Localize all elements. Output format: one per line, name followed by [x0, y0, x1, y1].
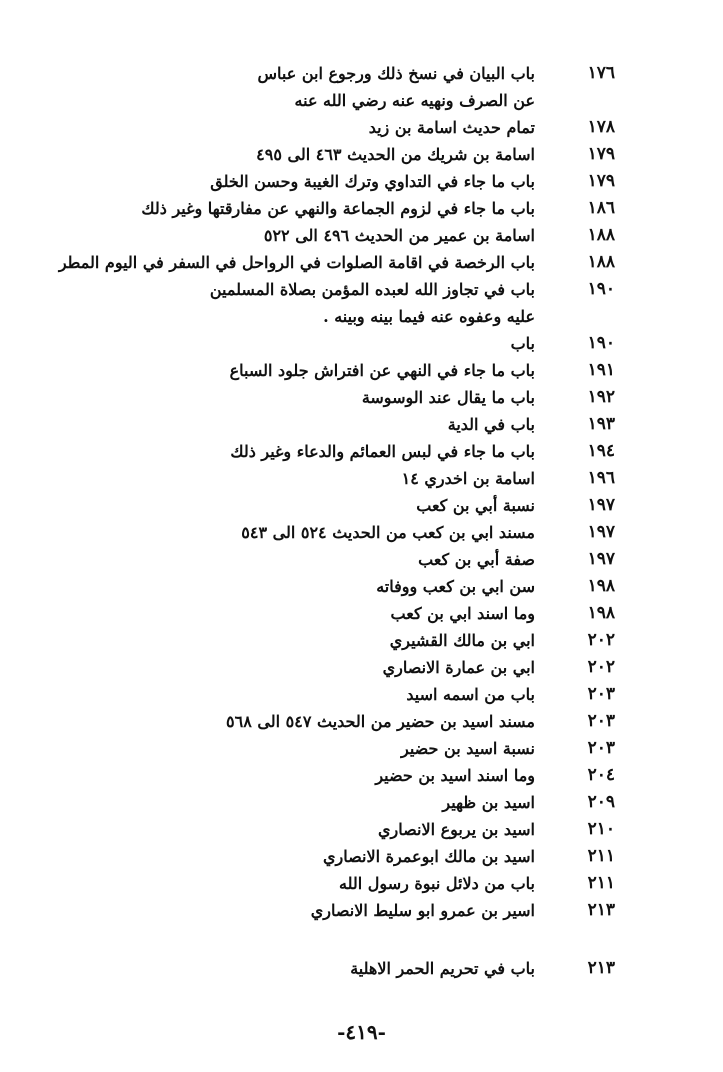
page-ref-number: ٢٠٤ [587, 765, 615, 785]
contents-row [0, 762, 723, 789]
page-ref-number: ١٩٣ [587, 414, 615, 434]
page-ref-number: ١٩٧ [587, 495, 615, 515]
entry-title: نسبة أبي بن كعب [416, 496, 535, 515]
page-ref-number: ١٩١ [587, 360, 615, 380]
page-ref-number: ١٩٢ [587, 387, 615, 407]
page-ref-number: ٢٠٢ [587, 657, 615, 677]
contents-row [0, 168, 723, 195]
contents-row [0, 276, 723, 303]
page-ref-number: ١٨٨ [587, 252, 615, 272]
entry-title: اسيد بن يربوع الانصاري [378, 820, 535, 839]
entry-title: باب في تحريم الحمر الاهلية [350, 959, 535, 978]
entry-title: باب ما جاء في لزوم الجماعة والنهي عن مفارقتها وغير ذلك [141, 199, 535, 218]
contents-row [0, 843, 723, 870]
page-ref-number: ٢١٠ [587, 819, 615, 839]
entry-title: باب البيان في نسخ ذلك ورجوع ابن عباس [257, 64, 535, 83]
page-number: -٤١٩- [337, 1020, 386, 1044]
entry-title: باب في الدية [447, 415, 535, 434]
page-ref-number: ٢٠٣ [587, 738, 615, 758]
entry-title: باب ما جاء في لبس العمائم والدعاء وغير ذلك [230, 442, 535, 461]
contents-row [0, 330, 723, 357]
entry-title: باب [510, 334, 535, 353]
page-ref-number: ١٧٦ [587, 63, 615, 83]
page-ref-number: ١٨٨ [587, 225, 615, 245]
contents-row [0, 384, 723, 411]
contents-row [0, 681, 723, 708]
page-ref-number: ١٩٧ [587, 549, 615, 569]
entry-title: باب في تجاوز الله لعبده المؤمن بصلاة المسلمين [209, 280, 535, 299]
contents-row [0, 870, 723, 897]
entry-title: عليه وعفوه عنه فيما بينه وبينه . [323, 307, 535, 326]
entry-title: باب ما جاء في النهي عن افتراش جلود السباع [229, 361, 535, 380]
contents-row [0, 789, 723, 816]
entry-title: تمام حديث اسامة بن زيد [368, 118, 535, 137]
page-ref-number: ٢١٣ [587, 958, 615, 978]
page-ref-number: ١٧٩ [587, 171, 615, 191]
entry-title: باب ما جاء في التداوي وترك الغيبة وحسن الخلق [210, 172, 535, 191]
entry-title: اسامة بن اخدري ١٤ [401, 469, 535, 488]
contents-row [0, 411, 723, 438]
page-ref-number: ١٧٩ [587, 144, 615, 164]
page-ref-number: ١٨٦ [587, 198, 615, 218]
contents-row [0, 955, 723, 982]
contents-row [0, 546, 723, 573]
page-ref-number: ٢٠٩ [587, 792, 615, 812]
entry-title: ابي بن مالك القشيري [389, 631, 535, 650]
page-ref-number: ١٧٨ [587, 117, 615, 137]
page-ref-number: ٢٠٣ [587, 711, 615, 731]
contents-row [0, 60, 723, 87]
entry-title: باب من اسمه اسيد [406, 685, 535, 704]
page-ref-number: ٢٠٣ [587, 684, 615, 704]
contents-row [0, 735, 723, 762]
contents-row [0, 357, 723, 384]
contents-row [0, 627, 723, 654]
contents-row [0, 141, 723, 168]
page-ref-number: ١٩٦ [587, 468, 615, 488]
contents-row [0, 438, 723, 465]
page-ref-number: ١٩٠ [587, 279, 615, 299]
page-ref-number: ٢٠٢ [587, 630, 615, 650]
entry-title: وما اسند ابي بن كعب [390, 604, 535, 623]
contents-row [0, 249, 723, 276]
contents-row [0, 897, 723, 924]
entry-title: باب الرخصة في اقامة الصلوات في الرواحل في السفر في اليوم المطر [58, 253, 535, 272]
entry-title: وما اسند اسيد بن حضير [375, 766, 535, 785]
contents-row [0, 303, 723, 330]
entry-title: اسيد بن مالك ابوعمرة الانصاري [323, 847, 535, 866]
page-ref-number: ١٩٠ [587, 333, 615, 353]
entry-title: مسند ابي بن كعب من الحديث ٥٢٤ الى ٥٤٣ [241, 523, 535, 542]
entry-title: صفة أبي بن كعب [418, 550, 535, 569]
page-ref-number: ١٩٧ [587, 522, 615, 542]
contents-row [0, 654, 723, 681]
contents-row [0, 492, 723, 519]
entry-title: اسامة بن عمير من الحديث ٤٩٦ الى ٥٢٢ [263, 226, 535, 245]
contents-row [0, 708, 723, 735]
page-ref-number: ١٩٤ [587, 441, 615, 461]
page-ref-number: ٢١١ [587, 873, 615, 893]
contents-row [0, 816, 723, 843]
entry-title: نسبة اسيد بن حضير [401, 739, 535, 758]
entry-title: عن الصرف ونهيه عنه رضي الله عنه [294, 91, 535, 110]
contents-row [0, 195, 723, 222]
entry-title: اسامة بن شريك من الحديث ٤٦٣ الى ٤٩٥ [256, 145, 535, 164]
entry-title: سن ابي بن كعب ووفاته [376, 577, 535, 596]
page-ref-number: ١٩٨ [587, 576, 615, 596]
entry-title: ابي بن عمارة الانصاري [382, 658, 535, 677]
page-ref-number: ١٩٨ [587, 603, 615, 623]
contents-row [0, 573, 723, 600]
page-ref-number: ٢١٣ [587, 900, 615, 920]
entry-title: اسيد بن ظهير [442, 793, 535, 812]
contents-row [0, 222, 723, 249]
entry-title: مسند اسيد بن حضير من الحديث ٥٤٧ الى ٥٦٨ [226, 712, 535, 731]
contents-row [0, 600, 723, 627]
contents-row [0, 114, 723, 141]
contents-row [0, 519, 723, 546]
contents-row [0, 87, 723, 114]
entry-title: باب من دلائل نبوة رسول الله [339, 874, 535, 893]
entry-title: اسير بن عمرو ابو سليط الانصاري [310, 901, 535, 920]
contents-row [0, 465, 723, 492]
entry-title: باب ما يقال عند الوسوسة [361, 388, 535, 407]
page-ref-number: ٢١١ [587, 846, 615, 866]
